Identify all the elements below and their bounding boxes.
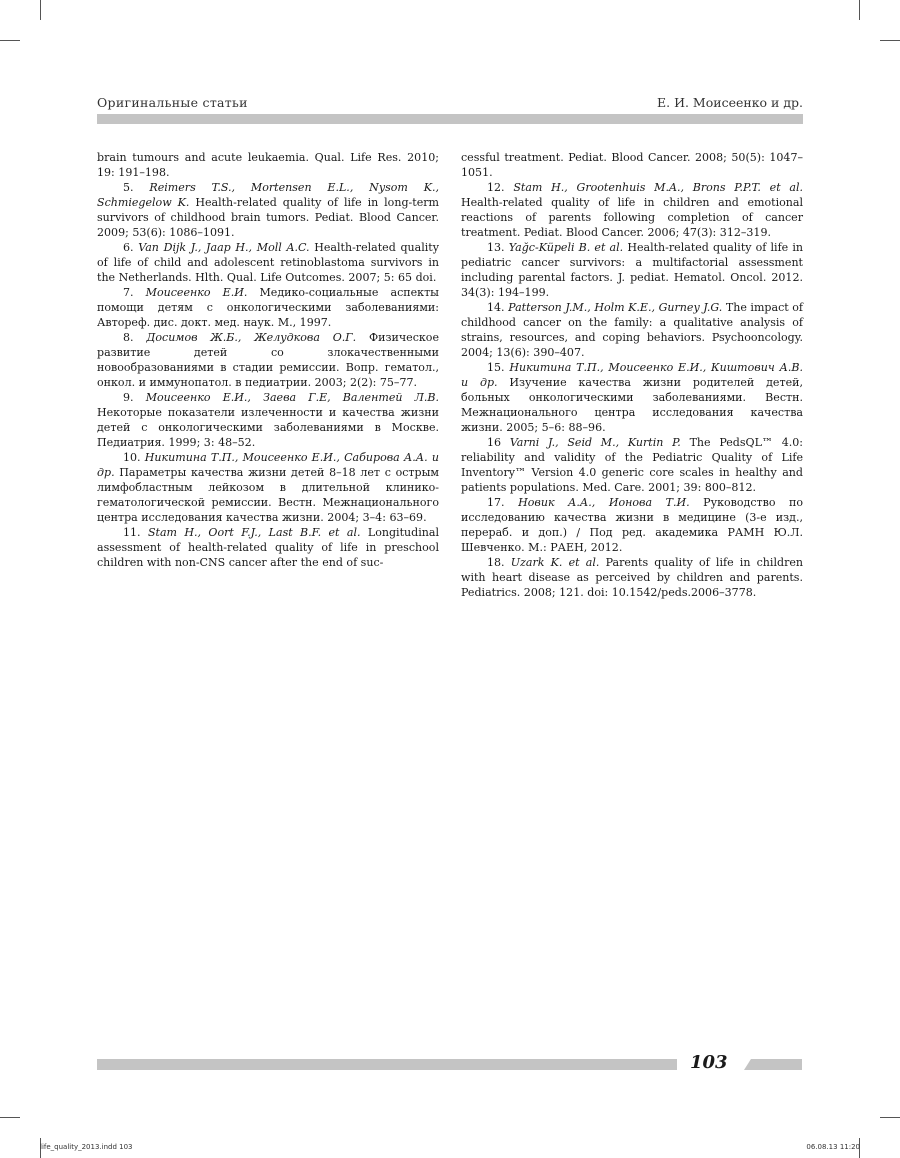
crop-mark	[0, 40, 20, 41]
reference-item	[97, 525, 439, 570]
reference-text: Физическое развитие детей со злокачественными новообразованиями в стадии ремиссии. Вопр. гематол., онкол. и иммунопатол. в педиатрии. 2003; 2(2): 75–77.	[97, 331, 439, 389]
reference-item	[461, 300, 803, 360]
running-header-section: Оригинальные статьи	[97, 95, 248, 110]
reference-item	[461, 495, 803, 555]
reference-text: Health-related quality of life of child and adolescent retinoblastoma survivors in the Netherlands. Hlth. Qual. Life Outcomes. 2007; 5: 65 doi.	[97, 241, 439, 284]
reference-authors: Stam H., Grootenhuis M.A., Brons P.P.T. et al.	[513, 181, 803, 194]
reference-text: Медико-социальные аспекты помощи детям с онкологическими заболеваниями: Автореф. дис. докт. мед. наук. М., 1997.	[97, 286, 439, 329]
reference-text: Некоторые показатели излеченности и качества жизни детей с онкологическими заболеваниями в Москве. Педиатрия. 1999; 3: 48–52.	[97, 406, 439, 449]
reference-authors: Новик А.А., Ионова Т.И.	[518, 496, 690, 509]
reference-number: 14.	[487, 301, 505, 314]
reference-number: 16	[487, 436, 502, 449]
reference-text: Health-related quality of life in pediatric cancer survivors: a multifactorial assessment including parental factors. J. pediat. Hematol. Oncol. 2012. 34(3): 194–199.	[461, 241, 803, 299]
reference-number: 7.	[123, 286, 134, 299]
references-right-column	[461, 150, 803, 600]
reference-authors: Varni J., Seid M., Kurtin P.	[509, 436, 681, 449]
reference-authors: Моисеенко Е.И., Заева Г.Е, Валентей Л.В.	[145, 391, 439, 404]
reference-text: Parents quality of life in children with heart disease as perceived by children and parents. Pediatrics. 2008; 121. doi: 10.1542/peds.2006–3778.	[461, 556, 803, 599]
reference-authors: Никитина Т.П., Моисеенко Е.И., Киштович А.В. и др.	[461, 361, 804, 389]
reference-item	[97, 330, 439, 390]
print-slug-date: 06.08.13 11:20	[806, 1143, 860, 1151]
reference-authors: Досимов Ж.Б., Желудкова О.Г.	[146, 331, 357, 344]
reference-item	[97, 450, 439, 525]
reference-number: 8.	[123, 331, 134, 344]
reference-text: cessful treatment. Pediat. Blood Cancer. 2008; 50(5): 1047–1051.	[461, 151, 803, 179]
reference-authors: Uzark K. et al.	[510, 556, 600, 569]
reference-item	[97, 285, 439, 330]
reference-item	[461, 240, 803, 300]
reference-item	[97, 150, 439, 180]
references-left-column	[97, 150, 439, 570]
reference-text: Health-related quality of life in long-term survivors of childhood brain tumors. Pediat. Blood Cancer. 2009; 53(6): 1086–1091.	[97, 196, 439, 239]
crop-mark	[859, 0, 860, 20]
footer-rule-right	[744, 1059, 802, 1070]
reference-number: 18.	[487, 556, 505, 569]
reference-authors: Моисеенко Е.И.	[145, 286, 248, 299]
reference-text: The impact of childhood cancer on the family: a qualitative analysis of strains, resources, and coping behaviors. Psychooncology. 2004; 13(6): 390–407.	[461, 301, 804, 359]
reference-text: Изучение качества жизни родителей детей, больных онкологическими заболеваниями. Вестн. Межнационального центра исследования качества жизни. 2005; 5–6: 88–96.	[461, 376, 803, 434]
crop-mark	[880, 40, 900, 41]
header-rule	[97, 114, 803, 124]
crop-mark	[0, 1117, 20, 1118]
reference-text: Руководство по исследованию качества жизни в медицине (3-е изд., перераб. и доп.) / Под ред. академика РАМН Ю.Л. Шевченко. М.: РАЕН, 2012.	[461, 496, 804, 554]
reference-item	[461, 360, 803, 435]
reference-item	[97, 390, 439, 450]
reference-text: Longitudinal assessment of health-related quality of life in preschool children with non-CNS cancer after the end of suc-	[97, 526, 439, 569]
reference-number: 12.	[487, 181, 505, 194]
reference-number: 17.	[487, 496, 505, 509]
reference-text: Параметры качества жизни детей 8–18 лет с острым лимфобластным лейкозом в длительной клинико-гематологической ремиссии. Вестн. Межнационального центра исследования качества жизни. 2004; 3–4: 63–69.	[97, 466, 439, 524]
page-number: 103	[690, 1052, 728, 1073]
reference-number: 10.	[123, 451, 141, 464]
reference-item	[97, 180, 439, 240]
running-header-authors: Е. И. Моисеенко и др.	[657, 95, 803, 110]
reference-item	[461, 435, 803, 495]
reference-authors: Van Dijk J., Jaap H., Moll A.C.	[138, 241, 310, 254]
reference-item	[461, 180, 803, 240]
reference-text: brain tumours and acute leukaemia. Qual. Life Res. 2010; 19: 191–198.	[97, 151, 439, 179]
crop-mark	[880, 1117, 900, 1118]
reference-authors: Stam H., Oort F.J., Last B.F. et al.	[147, 526, 361, 539]
reference-text: The PedsQL™ 4.0: reliability and validity of the Pediatric Quality of Life Inventory™ Version 4.0 generic core scales in healthy and patients populations. Med. Care. 2001; 39: 800–812.	[461, 436, 804, 494]
reference-item	[97, 240, 439, 285]
reference-authors: Reimers T.S., Mortensen E.L., Nysom K., Schmiegelow K.	[97, 181, 440, 209]
reference-authors: Yağc-Küpeli B. et al.	[508, 241, 624, 254]
reference-number: 13.	[487, 241, 505, 254]
crop-mark	[40, 0, 41, 20]
reference-number: 15.	[487, 361, 505, 374]
reference-authors: Никитина Т.П., Моисеенко Е.И., Сабирова А.А. и др.	[97, 451, 439, 479]
reference-authors: Patterson J.M., Holm K.E., Gurney J.G.	[508, 301, 723, 314]
reference-number: 5.	[123, 181, 134, 194]
reference-item	[461, 555, 803, 600]
reference-number: 9.	[123, 391, 134, 404]
footer-rule-left	[97, 1059, 677, 1070]
reference-number: 6.	[123, 241, 134, 254]
print-slug-file: life_quality_2013.indd 103	[40, 1143, 133, 1151]
reference-text: Health-related quality of life in children and emotional reactions of parents following completion of cancer treatment. Pediat. Blood Cancer. 2006; 47(3): 312–319.	[461, 196, 803, 239]
reference-item	[461, 150, 803, 180]
reference-number: 11.	[123, 526, 141, 539]
